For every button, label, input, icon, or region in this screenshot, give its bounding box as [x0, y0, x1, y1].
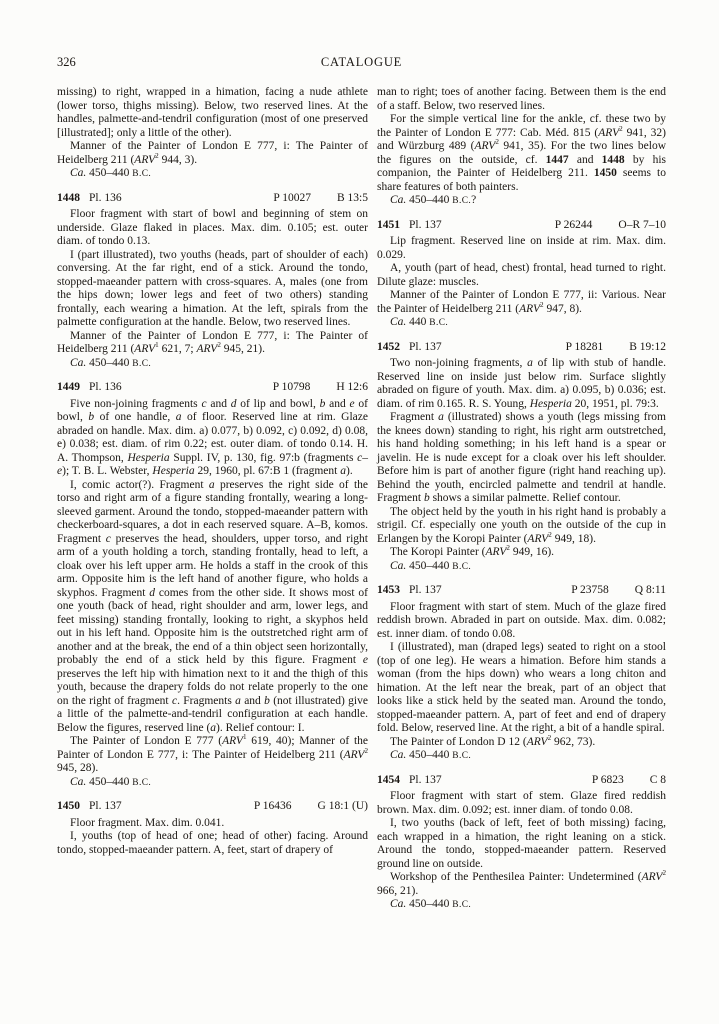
- entry-number: 1451: [377, 218, 400, 231]
- attribution-paragraph: Manner of the Painter of London E 777, ii: Various. Near the Painter of Heidelberg 211 (ARV$^2$ 947, 8).: [377, 289, 666, 315]
- description-paragraph: Floor fragment with start of stem. Much of the glaze fired reddish brown. Abraded in part on outside. Max. dim. 0.082; est. inner diam. of tondo 0.08.: [377, 600, 666, 640]
- description-paragraph: I (part illustrated), two youths (heads, part of shoulder of each) conversing. At the far right, end of a stick. Around the tondo, stopped-maeander pattern with cross-squares. A, males (one from the hips down; lower legs and feet of two others) standing frontally, each wearing a himation. At the left, spirals from the palmette configuration at the handle. Below, two reserved lines.: [57, 248, 368, 328]
- entry-number: 1454: [377, 773, 400, 786]
- entry-number: 1449: [57, 381, 80, 393]
- entry-number-plate: [377, 341, 442, 355]
- attribution-paragraph: The Koropi Painter (ARV$^2$ 949, 16).: [390, 544, 555, 558]
- description-paragraph: I (illustrated), man (draped legs) seated to right on a stool (top of one leg). He wears a himation. Before him stands a woman (from the hips down) who wears a long chiton and himation. At the left near the break, part of an object that looks like a stick held by the seated man. Around the tondo, stopped-maeander pattern. A, part of feet and end of drapery fold. Below, reserved line. At the right, a bit of a handle spiral.: [377, 641, 666, 734]
- entry-grid-reference: C 8: [649, 773, 666, 786]
- right-column: [377, 86, 666, 913]
- date-paragraph: Ca. 450–440 B.C.?: [390, 194, 477, 206]
- entry-inventory-number: P 23758: [571, 584, 609, 596]
- entry-inventory-number: P 10027: [273, 191, 311, 204]
- entry-inventory-number: P 26244: [554, 218, 593, 231]
- entry-plate-ref: Pl. 136: [89, 191, 122, 204]
- description-paragraph: Five non-joining fragments c and d of lip and bowl, b and e of bowl, b of one handle, a of floor. Reserved line at rim. Glaze abraded on handle. Max. dim. a) 0.077, b) 0.092, c) 0.092, d) 0.08, e) 0.038; est. diam. of rim 0.22; est. outer diam. of tondo 0.14. H. A. Thompson, Hesperia Suppl. IV, p. 130, fig. 97:b (fragments c–e); T. B. L. Webster, Hesperia 29, 1960, pl. 67:B 1 (fragment a).: [57, 397, 369, 477]
- entry-heading-1451: [377, 219, 666, 233]
- entry-plate-ref: Pl. 137: [409, 773, 442, 786]
- page-number: 326: [57, 55, 76, 69]
- attribution-paragraph: The Painter of London E 777 (ARV$^1$ 619, 40); Manner of the Painter of London E 777, i: The Painter of Heidelberg 211 (ARV$^2$ 945, 28).: [57, 733, 368, 774]
- entry-heading-1448: [57, 192, 368, 206]
- attribution-paragraph: Manner of the Painter of London E 777, i: The Painter of Heidelberg 211 (ARV$^1$ 621, 7; ARV$^2$ 945, 21).: [57, 329, 368, 355]
- date-paragraph: Ca. 450–440 B.C.: [70, 356, 152, 369]
- entry-heading-1453: [377, 584, 666, 598]
- entry-inventory-number: P 16436: [253, 800, 292, 812]
- entry-plate-ref: Pl. 137: [89, 800, 122, 812]
- continuation-paragraph: missing) to right, wrapped in a himation, facing a nude athlete (lower torso, thighs missing). Below, two reserved lines. At the handles, palmette-and-tendril configuration (most of one preserved [illustrated]; only a little of the other).: [57, 86, 368, 139]
- running-head: [57, 55, 666, 73]
- entry-number-plate: [57, 381, 122, 395]
- entry-heading-1454: [377, 774, 666, 788]
- entry-heading-1450: [57, 800, 368, 814]
- entry-grid-reference: O–R 7–10: [618, 218, 666, 231]
- date-paragraph: Ca. 440 B.C.: [390, 316, 449, 328]
- description-paragraph: Two non-joining fragments, a of lip with stub of handle. Reserved line on inside just below rim. Surface slightly abraded on figure of youth. Max. dim. a) 0.095, b) 0.036; est. diam. of rim 0.165. R. S. Young, Hesperia 20, 1951, pl. 79:3.: [377, 357, 666, 410]
- continuation-paragraph: man to right; toes of another facing. Between them is the end of a staff. Below, two reserved lines.: [377, 86, 666, 112]
- running-title: CATALOGUE: [320, 55, 403, 69]
- entry-number-plate: [57, 192, 122, 206]
- description-paragraph: Fragment a (illustrated) shows a youth (legs missing from the knees down) standing to right, his right arm outstretched, his hand holding something; in his left hand is a spear or javelin. He is nude except for a cloak over his left shoulder. Before him is part of another figure (right hand reaching up). Behind the youth, encircled palmette and tendril at handle. Fragment b shows a similar palmette. Relief contour.: [377, 411, 666, 504]
- left-column: [57, 86, 368, 913]
- date-paragraph: Ca. 450–440 B.C.: [390, 749, 472, 761]
- entry-number: 1452: [377, 340, 400, 353]
- entry-number-plate: [377, 584, 442, 598]
- entry-grid-reference: B 13:5: [337, 191, 368, 204]
- commentary-paragraph: For the simple vertical line for the ankle, cf. these two by the Painter of London E 777: Cab. Méd. 815 (ARV$^2$ 941, 32) and Würzburg 489 (ARV$^2$ 941, 35). For the two lines below the figures on the outside, cf. 1447 and 1448 by his companion, the Painter of Heidelberg 211. 1450 seems to share features of both painters.: [377, 113, 666, 193]
- entry-number: 1448: [57, 191, 80, 204]
- attribution-paragraph: Manner of the Painter of London E 777, i: The Painter of Heidelberg 211 (ARV$^2$ 944, 3).: [57, 140, 368, 166]
- entry-inventory-number: P 10798: [272, 381, 311, 393]
- entry-grid-reference: G 18:1 (U): [317, 800, 368, 812]
- description-paragraph: A, youth (part of head, chest) frontal, head turned to right. Dilute glaze: muscles.: [377, 262, 666, 288]
- description-paragraph: Floor fragment with start of stem. Glaze fired reddish brown. Max. dim. 0.092; est. inner diam. of tondo 0.08.: [377, 790, 666, 816]
- entry-grid-reference: H 12:6: [336, 381, 368, 393]
- entry-number: 1453: [377, 584, 400, 596]
- description-paragraph: I, two youths (back of left, feet of both missing) facing, each wrapped in a himation, the right leaning on a stick. Around the tondo, stopped-maeander pattern. Reserved ground line on outside.: [377, 817, 666, 870]
- commentary-paragraph: The object held by the youth in his right hand is probably a strigil. Cf. especially one youth on the outside of the cup in Erlangen by the Koropi Painter (ARV$^2$ 949, 18).: [377, 505, 666, 545]
- entry-number-plate: [377, 774, 442, 788]
- entry-heading-1452: [377, 341, 666, 355]
- entry-grid-reference: Q 8:11: [634, 584, 666, 596]
- description-paragraph: Floor fragment with start of bowl and beginning of stem on underside. Glaze flaked in places. Max. dim. 0.105; est. outer diam. of tondo 0.13.: [57, 208, 368, 247]
- date-paragraph: Ca. 450–440 B.C.: [70, 167, 152, 179]
- entry-number: 1450: [57, 800, 80, 812]
- entry-plate-ref: Pl. 137: [409, 340, 442, 353]
- entry-heading-1449: [57, 381, 368, 395]
- entry-plate-ref: Pl. 137: [409, 584, 442, 596]
- entry-number-plate: [377, 219, 442, 233]
- entry-grid-reference: B 19:12: [629, 340, 666, 353]
- description-paragraph: I, comic actor(?). Fragment a preserves the right side of the torso and right arm of a figure standing frontally, wearing a long-sleeved garment. Around the tondo, stopped-maeander pattern with checkerboard-squares, a dot in each reserved square. A–B, komos. Fragment c preserves the head, shoulders, upper torso, and right arm of a youth holding a torch, standing frontally, head to left, a cloak over his left upper arm. He holds a staff in the crook of this arm. Opposite him is the left hand of another figure, who holds a skyphos. Fragment d comes from the other side. It shows most of one youth (back of head, right shoulder and arm, lower legs, and feet missing) standing frontally, looking to right, a skyphos held out in his left hand. Opposite him is the outstretched right arm of another and at the break, the end of a thin object seen horizontally, probably the end of a stick held by this figure. Fragment e preserves the left hip with himation next to it and the thigh of this youth, because the drapery folds do not relate properly to the one on the right of fragment c. Fragments a and b (not illustrated) give a little of the palmette-and-tendril configuration at each handle. Below the figures, reserved line (a). Relief contour: I.: [57, 478, 368, 734]
- entry-inventory-number: P 18281: [565, 340, 604, 353]
- date-paragraph: Ca. 450–440 B.C.: [390, 559, 472, 572]
- attribution-paragraph: Workshop of the Penthesilea Painter: Undetermined (ARV$^2$ 966, 21).: [377, 869, 666, 897]
- attribution-paragraph: The Painter of London D 12 (ARV$^2$ 962, 73).: [390, 733, 596, 748]
- date-paragraph: Ca. 450–440 B.C.: [70, 775, 152, 788]
- date-paragraph: Ca. 450–440 B.C.: [390, 898, 472, 910]
- entry-inventory-number: P 6823: [591, 773, 624, 786]
- entry-plate-ref: Pl. 136: [89, 381, 122, 393]
- description-paragraph: Lip fragment. Reserved line on inside at rim. Max. dim. 0.029.: [377, 235, 666, 261]
- text-columns: [57, 86, 666, 913]
- description-paragraph: I, youths (top of head of one; head of other) facing. Around tondo, stopped-maeander pattern. A, feet, start of drapery of: [57, 830, 368, 856]
- description-paragraph: Floor fragment. Max. dim. 0.041.: [70, 816, 225, 829]
- entry-number-plate: [57, 800, 122, 814]
- entry-plate-ref: Pl. 137: [409, 218, 442, 231]
